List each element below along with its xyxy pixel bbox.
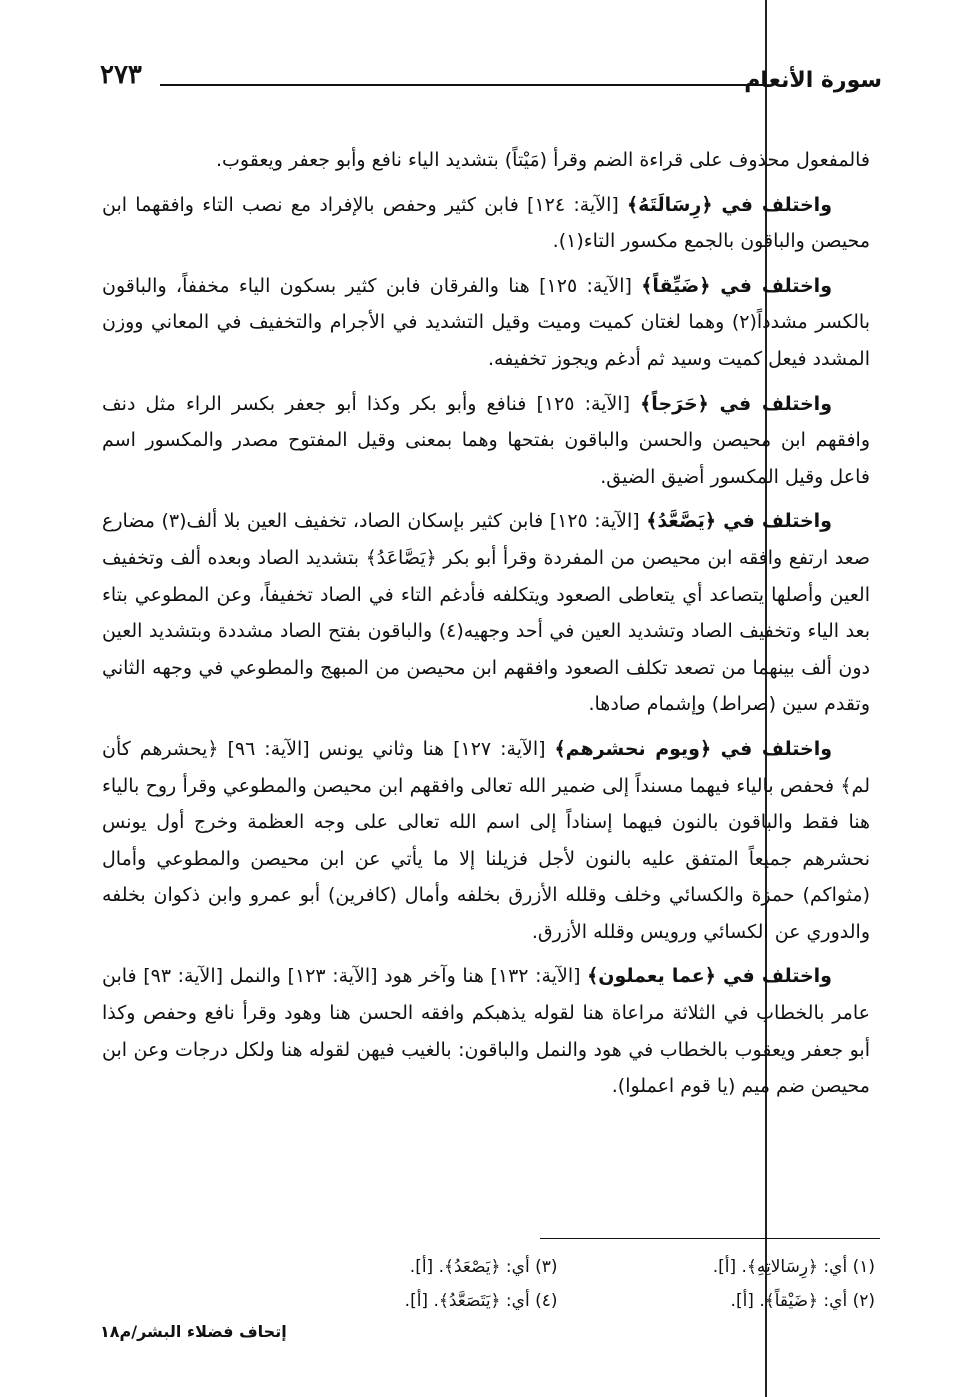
paragraph — [102, 268, 870, 378]
paragraph-text: [الآية: ١٣٢] هنا وآخر هود [الآية: ١٢٣] والنمل [الآية: ٩٣] فابن عامر بالخطاب في الثلاثة مراعاة هنا لقوله يذهبكم وافقه الحسن هنا وهود وقرأ نافع وحفص وكذا أبو جعفر ويعقوب بالخطاب في هود والنمل والباقون: بالغيب فيهن لقوله هنا ولكل درجات وعن ابن محيصن ضم ميم (يا قوم اعملوا). — [102, 965, 870, 1098]
paragraph — [102, 731, 870, 951]
paragraph-lead: واختلف في ﴿حَرَجاً﴾ — [640, 392, 833, 415]
page-number: ٢٧٣ — [100, 60, 142, 90]
book-signature: إتحاف فضلاء البشر/م١٨ — [100, 1322, 287, 1341]
paragraph-lead: واختلف في ﴿ضَيِّقاً﴾ — [641, 274, 833, 297]
footnotes — [240, 1250, 875, 1318]
main-text — [102, 142, 870, 1113]
paragraph-lead: واختلف في ﴿يَصَّعَّدُ﴾ — [646, 510, 832, 533]
footnote-row — [240, 1284, 875, 1318]
paragraph-lead: واختلف في ﴿ويوم نحشرهم﴾ — [554, 737, 833, 760]
footnote: (٢) أي: ﴿ضَيْقاً﴾. [أ]. — [730, 1291, 875, 1311]
paragraph-text: [الآية: ١٢٧] هنا وثاني يونس [الآية: ٩٦] ﴿يحشرهم كأن لم﴾ فحفص بالياء فيهما مسنداً إلى ضمير الله تعالى وافقهم ابن محيصن والمطوعي وقرأ روح بالياء هنا فقط والباقون بالنون فيهما إسناداً إلى اسم الله تعالى على وجه العظمة وخرج أول يونس نحشرهم جميعاً المتفق عليه بالنون لأجل فزيلنا إلا ما يأتي عن ابن محيصن والمطوعي وأمال (مثواكم) حمزة والكسائي وخلف وقلله الأزرق بخلفه وأمال (كافرين) أبو عمرو وابن ذكوان بخلفه والدوري عن الكسائي ورويس وقلله الأزرق. — [102, 737, 870, 943]
paragraph-text: [الآية: ١٢٥] فابن كثير بإسكان الصاد، تخفيف العين بلا ألف(٣) مضارع صعد ارتفع وافقه ابن محيصن من المفردة وقرأ أبو بكر ﴿يَصَّاعَدُ﴾ بتشديد الصاد وبعده ألف وتخفيف العين وأصلها يتصاعد أي يتعاطى الصعود ويتكلفه فأدغم التاء في الصاد تخفيفاً، وعن المطوعي بتاء بعد الياء وتخفيف الصاد وتشديد العين في أحد وجهيه(٤) والباقون بفتح الصاد مشددة وبتشديد العين دون ألف بينهما من تصعد تكلف الصعود وافقهم ابن محيصن من المبهج والمطوعي في وجهه الثاني وتقدم سين (صراط) وإشمام صادها. — [102, 510, 870, 716]
footnote-row — [240, 1250, 875, 1284]
paragraph-lead: واختلف في ﴿رِسَالَتَهُ﴾ — [627, 193, 832, 216]
paragraph-text: [الآية: ١٢٤] فابن كثير وحفص بالإفراد مع نصب التاء وافقهما ابن محيصن والباقون بالجمع مكسور التاء(١). — [102, 193, 870, 253]
paragraph-text: [الآية: ١٢٥] فنافع وأبو بكر وكذا أبو جعفر بكسر الراء مثل دنف وافقهم ابن محيصن والحسن والباقون بفتحها وهما بمعنى وقيل المفتوح مصدر والمكسور اسم فاعل وقيل المكسور أضيق الضيق. — [102, 392, 870, 488]
footnote: (٣) أي: ﴿يَصْعَدُ﴾. [أ]. — [409, 1257, 558, 1277]
paragraph — [102, 503, 870, 723]
paragraph-text: فالمفعول محذوف على قراءة الضم وقرأ (مَيْتاً) بتشديد الياء نافع وأبو جعفر ويعقوب. — [215, 149, 870, 171]
paragraph — [102, 958, 870, 1104]
header-rule — [160, 84, 764, 86]
footnote-rule — [540, 1238, 880, 1239]
footnote: (٤) أي: ﴿يَتَصَعَّدُ﴾. [أ]. — [404, 1291, 558, 1311]
surah-title: سورة الأنعام — [744, 68, 882, 93]
paragraph — [102, 187, 870, 260]
paragraph — [102, 142, 870, 179]
paragraph — [102, 386, 870, 496]
paragraph-text: [الآية: ١٢٥] هنا والفرقان فابن كثير بسكون الياء مخففاً، والباقون بالكسر مشدداً(٢) وهما لغتان كميت وميت وقيل التشديد في الأجرام والتخفيف في المعاني ووزن المشدد فيعل كميت وسيد ثم أدغم ويجوز تخفيفه. — [102, 274, 870, 370]
footnote: (١) أي: ﴿رِسَالاتِهِ﴾. [أ]. — [712, 1257, 875, 1277]
page-header — [100, 58, 882, 108]
paragraph-lead: واختلف في ﴿عما يعملون﴾ — [587, 965, 832, 988]
